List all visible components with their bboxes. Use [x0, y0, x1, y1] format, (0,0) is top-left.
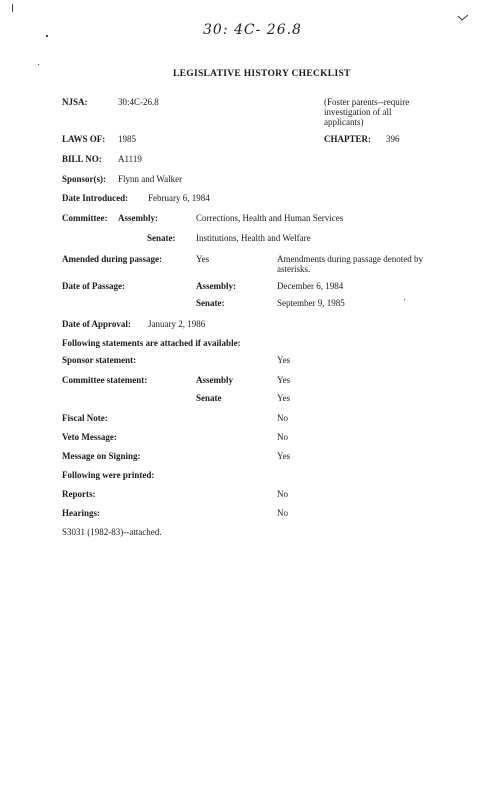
chapter-value: 396: [386, 134, 400, 144]
njsa-note: (Foster parents--require investigation of all applicants): [324, 97, 410, 127]
date-introduced-label: Date Introduced:: [62, 193, 129, 203]
committee-statement-senate-value: Yes: [277, 393, 291, 403]
committee-assembly-value: Corrections, Health and Human Services: [196, 213, 344, 223]
check-mark-icon: [458, 15, 468, 21]
following-printed-heading: Following were printed:: [62, 470, 155, 480]
fiscal-note-value: No: [277, 413, 288, 423]
committee-label: Committee:: [62, 213, 108, 223]
hearings-label: Hearings:: [62, 508, 100, 518]
amended-note: Amendments during passage denoted by asterisks.: [277, 254, 423, 274]
message-on-signing-value: Yes: [277, 451, 291, 461]
passage-senate-value: September 9, 1985: [277, 298, 345, 308]
committee-statement-senate-label: Senate: [196, 393, 222, 403]
committee-statement-label: Committee statement:: [62, 375, 148, 385]
committee-statement-assembly-label: Assembly: [196, 375, 234, 385]
amended-label: Amended during passage:: [62, 254, 163, 264]
page-title: LEGISLATIVE HISTORY CHECKLIST: [173, 69, 351, 79]
sponsor-statement-label: Sponsor statement:: [62, 355, 137, 365]
handwritten-reference: 30: 4C- 26.8: [203, 22, 302, 38]
sponsors-label: Sponsor(s):: [62, 174, 107, 184]
committee-assembly-label: Assembly:: [118, 213, 158, 223]
veto-message-label: Veto Message:: [62, 432, 117, 442]
scan-dot: [38, 64, 39, 65]
passage-assembly-label: Assembly:: [196, 281, 236, 291]
date-of-passage-label: Date of Passage:: [62, 281, 125, 291]
committee-statement-assembly-value: Yes: [277, 375, 291, 385]
amended-value: Yes: [196, 254, 210, 264]
committee-senate-label: Senate:: [147, 233, 176, 243]
message-on-signing-label: Message on Signing:: [62, 451, 141, 461]
committee-senate-value: Institutions, Health and Welfare: [196, 233, 311, 243]
date-of-approval-label: Date of Approval:: [62, 319, 131, 329]
following-attached-heading: Following statements are attached if available:: [62, 338, 241, 348]
scan-dot: [46, 35, 48, 37]
scan-dot: [404, 299, 405, 300]
hearings-value: No: [277, 508, 288, 518]
njsa-label: NJSA:: [62, 97, 88, 107]
sponsor-statement-value: Yes: [277, 355, 291, 365]
date-of-approval-value: January 2, 1986: [148, 319, 206, 329]
reports-label: Reports:: [62, 489, 96, 499]
sponsors-value: Flynn and Walker: [118, 174, 183, 184]
laws-of-value: 1985: [118, 134, 136, 144]
footer-note: S3031 (1982-83)--attached.: [62, 527, 162, 537]
njsa-value: 30:4C-26.8: [118, 97, 159, 107]
chapter-label: CHAPTER:: [324, 134, 371, 144]
bill-no-value: A1119: [118, 154, 142, 164]
veto-message-value: No: [277, 432, 288, 442]
date-introduced-value: February 6, 1984: [148, 193, 210, 203]
laws-of-label: LAWS OF:: [62, 134, 106, 144]
passage-assembly-value: December 6, 1984: [277, 281, 344, 291]
bill-no-label: BILL NO:: [62, 154, 102, 164]
reports-value: No: [277, 489, 288, 499]
scan-mark: [12, 4, 13, 12]
passage-senate-label: Senate:: [196, 298, 225, 308]
fiscal-note-label: Fiscal Note:: [62, 413, 108, 423]
